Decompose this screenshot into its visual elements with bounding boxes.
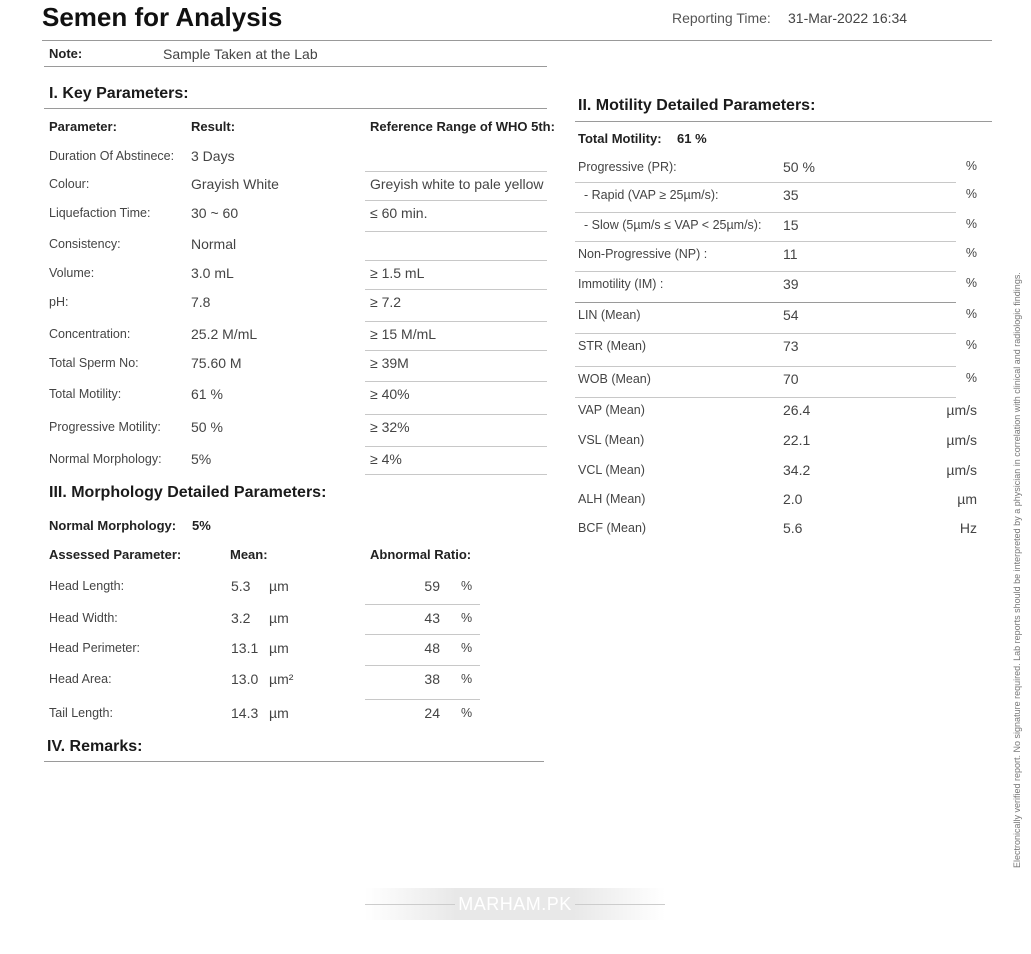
key-param-result: 61 %	[191, 386, 223, 402]
morph-row-divider	[365, 665, 480, 666]
motility-param-unit: µm/s	[946, 432, 977, 448]
morph-abnormal-value: 38	[424, 671, 440, 687]
key-param-reference: Greyish white to pale yellow	[370, 176, 544, 192]
key-param-result: Normal	[191, 236, 237, 252]
key-param-result: 75.60 M	[191, 355, 242, 371]
morph-header-mean: Mean:	[230, 547, 268, 562]
key-param-label: Progressive Motility:	[49, 420, 161, 434]
note-label: Note:	[49, 46, 83, 61]
motility-param-label: BCF (Mean)	[578, 521, 647, 535]
key-param-result: 5%	[191, 451, 212, 467]
page-title: Semen for Analysis	[42, 2, 283, 32]
motility-param-value: 50 %	[783, 159, 815, 175]
motility-param-value: 39	[783, 276, 799, 292]
key-param-row-divider	[365, 474, 547, 475]
morph-mean-value: 5.3	[231, 578, 251, 594]
motility-param-unit: %	[965, 307, 977, 321]
motility-param-value: 2.0	[783, 491, 803, 507]
header-divider	[42, 40, 992, 41]
total-motility-value: 61 %	[677, 131, 707, 146]
key-param-row-divider	[365, 414, 547, 415]
motility-param-label: Non-Progressive (NP) :	[578, 247, 708, 261]
motility-param-unit: µm	[957, 491, 977, 507]
key-param-label: Concentration:	[49, 327, 131, 341]
key-params-divider	[44, 108, 547, 109]
motility-row-divider	[575, 241, 956, 242]
motility-param-label: VAP (Mean)	[578, 403, 645, 417]
reporting-time-label: Reporting Time:	[672, 10, 771, 26]
morph-mean-unit: µm	[269, 640, 289, 656]
key-param-label: Liquefaction Time:	[49, 206, 151, 220]
morph-abnormal-value: 59	[424, 578, 440, 594]
motility-row-divider	[575, 182, 956, 183]
motility-param-unit: %	[965, 187, 977, 201]
morph-mean-unit: µm	[269, 610, 289, 626]
motility-param-label: VSL (Mean)	[578, 433, 645, 447]
key-params-header-result: Result:	[191, 119, 236, 134]
motility-param-value: 70	[783, 371, 799, 387]
motility-param-unit: %	[965, 159, 977, 173]
watermark-text: MARHAM.PK	[458, 894, 572, 914]
key-param-row-divider	[365, 231, 547, 232]
motility-row-divider	[575, 271, 956, 272]
morph-mean-unit: µm	[269, 705, 289, 721]
motility-param-label: STR (Mean)	[578, 339, 647, 353]
morph-param-label: Tail Length:	[49, 706, 113, 720]
motility-param-value: 22.1	[783, 432, 811, 448]
key-params-title: I. Key Parameters:	[49, 85, 189, 102]
key-param-result: 25.2 M/mL	[191, 326, 258, 342]
morph-mean-value: 14.3	[231, 705, 259, 721]
key-params-header-reference: Reference Range of WHO 5th:	[370, 119, 555, 134]
motility-param-unit: %	[965, 276, 977, 290]
key-param-reference: ≥ 1.5 mL	[370, 265, 425, 281]
motility-param-label: - Rapid (VAP ≥ 25µm/s):	[584, 188, 719, 202]
key-param-label: Duration Of Abstinece:	[49, 149, 175, 163]
total-motility-label: Total Motility:	[578, 131, 662, 146]
motility-param-value: 5.6	[783, 520, 803, 536]
key-param-result: 3.0 mL	[191, 265, 234, 281]
morph-abnormal-unit: %	[461, 672, 473, 686]
key-param-label: pH:	[49, 295, 69, 309]
morphology-title: III. Morphology Detailed Parameters:	[49, 484, 327, 501]
key-param-reference: ≤ 60 min.	[370, 205, 428, 221]
morph-row-divider	[365, 699, 480, 700]
key-param-row-divider	[365, 171, 547, 172]
reporting-time-value: 31-Mar-2022 16:34	[788, 10, 908, 26]
key-param-reference: ≥ 40%	[370, 386, 410, 402]
watermark	[365, 888, 665, 920]
key-param-reference: ≥ 15 M/mL	[370, 326, 437, 342]
morph-row-divider	[365, 634, 480, 635]
motility-param-value: 26.4	[783, 402, 811, 418]
motility-param-label: ALH (Mean)	[578, 492, 646, 506]
normal-morphology-value: 5%	[192, 518, 211, 533]
key-param-label: Total Sperm No:	[49, 356, 139, 370]
morph-abnormal-unit: %	[461, 706, 473, 720]
key-param-row-divider	[365, 381, 547, 382]
motility-param-label: Immotility (IM) :	[578, 277, 664, 291]
note-divider	[44, 66, 547, 67]
key-param-label: Total Motility:	[49, 387, 122, 401]
motility-param-unit: %	[965, 217, 977, 231]
motility-param-label: Progressive (PR):	[578, 160, 677, 174]
key-param-label: Normal Morphology:	[49, 452, 162, 466]
motility-param-unit: µm/s	[946, 402, 977, 418]
morph-abnormal-unit: %	[461, 641, 473, 655]
motility-param-label: VCL (Mean)	[578, 463, 645, 477]
morph-param-label: Head Length:	[49, 579, 125, 593]
morph-abnormal-unit: %	[461, 611, 473, 625]
morph-param-label: Head Perimeter:	[49, 641, 141, 655]
motility-param-unit: µm/s	[946, 462, 977, 478]
motility-param-unit: %	[965, 338, 977, 352]
morph-mean-value: 13.1	[231, 640, 259, 656]
motility-param-label: - Slow (5µm/s ≤ VAP < 25µm/s):	[584, 218, 762, 232]
morph-abnormal-value: 24	[424, 705, 440, 721]
morph-mean-unit: µm	[269, 578, 289, 594]
morph-row-divider	[365, 604, 480, 605]
motility-param-unit: Hz	[959, 520, 977, 536]
motility-row-divider	[575, 302, 956, 303]
motility-row-divider	[575, 333, 956, 334]
motility-row-divider	[575, 366, 956, 367]
key-param-label: Volume:	[49, 266, 95, 280]
motility-param-value: 35	[783, 187, 799, 203]
key-param-reference: ≥ 39M	[370, 355, 409, 371]
motility-param-label: WOB (Mean)	[578, 372, 651, 386]
motility-row-divider	[575, 212, 956, 213]
key-param-row-divider	[365, 350, 547, 351]
key-param-label: Consistency:	[49, 237, 121, 251]
key-param-result: 7.8	[191, 294, 211, 310]
morph-header-abnormal: Abnormal Ratio:	[370, 547, 472, 562]
morph-mean-value: 13.0	[231, 671, 259, 687]
motility-divider	[575, 121, 992, 122]
key-param-label: Colour:	[49, 177, 90, 191]
key-param-row-divider	[365, 289, 547, 290]
motility-param-unit: %	[965, 371, 977, 385]
verification-note: Electronically verified report. No signature required. Lab reports should be interpreted by a physician in correlation with clinical and radiologic findings.	[1012, 272, 1022, 868]
motility-param-value: 15	[783, 217, 799, 233]
key-param-row-divider	[365, 321, 547, 322]
remarks-title: IV. Remarks:	[47, 738, 143, 755]
key-param-row-divider	[365, 260, 547, 261]
motility-row-divider	[575, 397, 956, 398]
motility-param-value: 34.2	[783, 462, 811, 478]
morph-param-label: Head Area:	[49, 672, 112, 686]
key-param-result: 50 %	[191, 419, 223, 435]
morph-header-parameter: Assessed Parameter:	[49, 547, 182, 562]
key-param-reference: ≥ 4%	[370, 451, 402, 467]
key-param-result: 3 Days	[191, 148, 235, 164]
key-param-row-divider	[365, 446, 547, 447]
motility-param-label: LIN (Mean)	[578, 308, 641, 322]
morph-mean-value: 3.2	[231, 610, 251, 626]
motility-param-unit: %	[965, 246, 977, 260]
key-param-reference: ≥ 7.2	[370, 294, 402, 310]
motility-title: II. Motility Detailed Parameters:	[578, 97, 816, 114]
note-value: Sample Taken at the Lab	[163, 46, 318, 62]
key-params-header-parameter: Parameter:	[49, 119, 117, 134]
key-param-reference: ≥ 32%	[370, 419, 410, 435]
motility-param-value: 54	[783, 307, 799, 323]
morph-abnormal-value: 43	[424, 610, 440, 626]
motility-param-value: 73	[783, 338, 799, 354]
key-param-result: 30 ~ 60	[191, 205, 239, 221]
morph-param-label: Head Width:	[49, 611, 118, 625]
key-param-result: Grayish White	[191, 176, 279, 192]
motility-param-value: 11	[783, 246, 798, 262]
remarks-divider	[44, 761, 544, 762]
morph-abnormal-value: 48	[424, 640, 440, 656]
morph-abnormal-unit: %	[461, 579, 473, 593]
key-param-row-divider	[365, 200, 547, 201]
morph-mean-unit: µm²	[269, 671, 294, 687]
normal-morphology-label: Normal Morphology:	[49, 518, 177, 533]
